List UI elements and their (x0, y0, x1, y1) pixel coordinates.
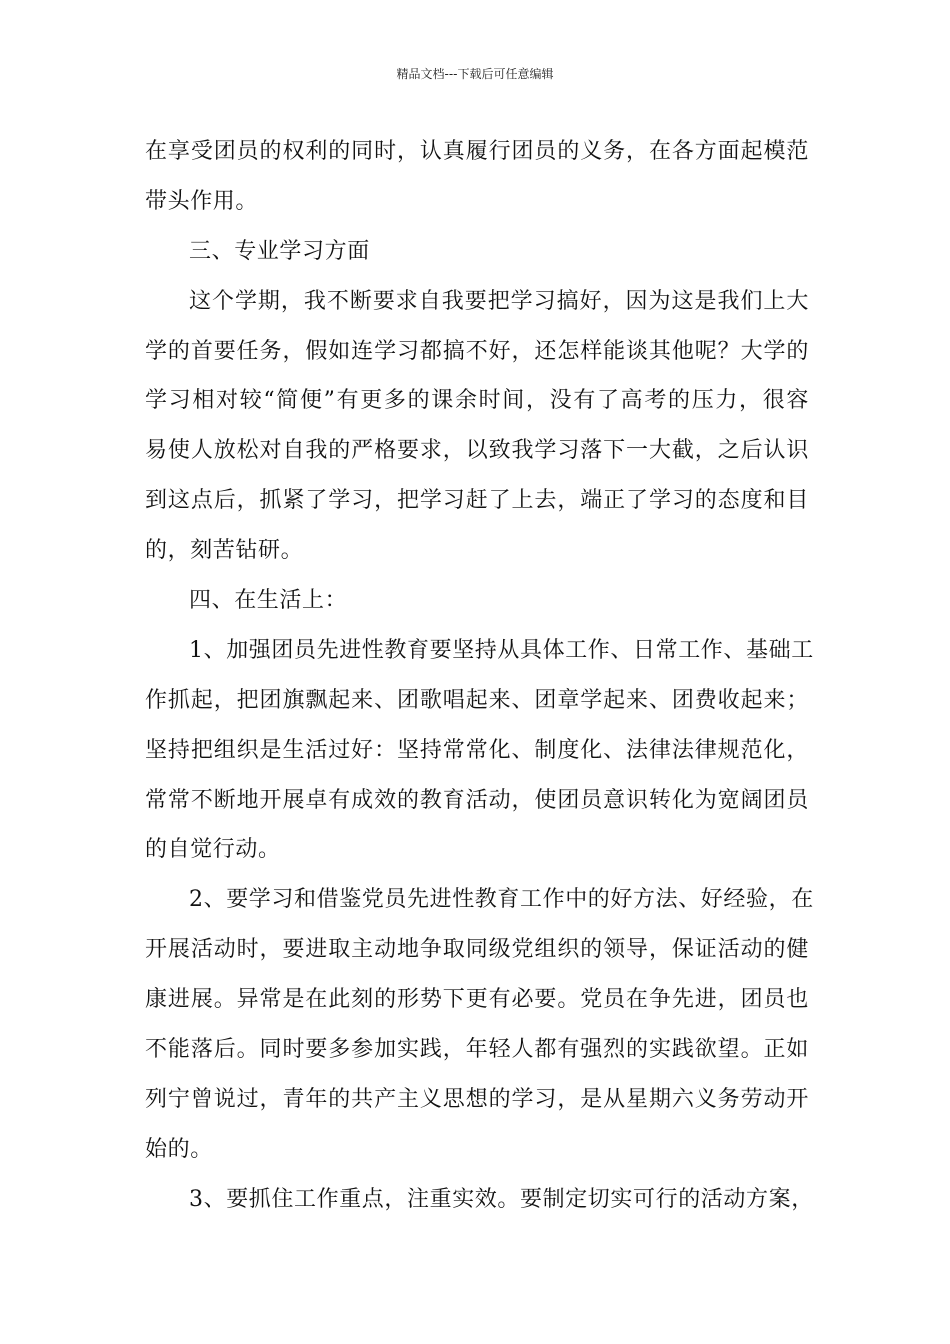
paragraph-line: 常常不断地开展卓有成效的教育活动，使团员意识转化为宽阔团员 (145, 787, 809, 813)
paragraph-line: 带头作用。 (145, 188, 259, 214)
paragraph-line: 学的首要任务，假如连学习都搞不好，还怎样能谈其他呢？大学的 (145, 338, 809, 364)
paragraph-line: 的自觉行动。 (145, 837, 281, 863)
section-heading: 三、专业学习方面 (189, 238, 370, 264)
paragraph-line: 的，刻苦钻研。 (145, 538, 304, 564)
paragraph-line: 不能落后。同时要多参加实践，年轻人都有强烈的实践欲望。正如 (145, 1037, 809, 1063)
paragraph-line: 始的。 (145, 1136, 213, 1162)
paragraph-line: 康进展。异常是在此刻的形势下更有必要。党员在争先进，团员也 (145, 987, 809, 1013)
paragraph-line: 坚持把组织是生活过好：坚持常常化、制度化、法律法律规范化， (145, 737, 809, 763)
section-heading: 四、在生活上： (189, 588, 348, 614)
paragraph-line: 1、加强团员先进性教育要坚持从具体工作、日常工作、基础工 (189, 637, 814, 663)
document-body (145, 127, 814, 1225)
paragraph-line: 3、要抓住工作重点，注重实效。要制定切实可行的活动方案， (189, 1186, 814, 1212)
paragraph-line: 作抓起，把团旗飘起来、团歌唱起来、团章学起来、团费收起来； (145, 687, 809, 713)
paragraph-line: 这个学期，我不断要求自我要把学习搞好，因为这是我们上大 (189, 288, 809, 314)
paragraph-line: 到这点后，抓紧了学习，把学习赶了上去，端正了学习的态度和目 (145, 488, 809, 514)
paragraph-line: 2、要学习和借鉴党员先进性教育工作中的好方法、好经验，在 (189, 887, 814, 913)
paragraph-line: 易使人放松对自我的严格要求，以致我学习落下一大截，之后认识 (145, 438, 809, 464)
paragraph-line: 在享受团员的权利的同时，认真履行团员的义务，在各方面起模范 (145, 139, 809, 164)
paragraph-line: 学习相对较“简便”有更多的课余时间，没有了高考的压力，很容 (145, 388, 809, 414)
page-header: 精品文档---下载后可任意编辑 (396, 67, 554, 81)
paragraph-line: 开展活动时，要进取主动地争取同级党组织的领导，保证活动的健 (145, 937, 809, 963)
paragraph-line: 列宁曾说过，青年的共产主义思想的学习，是从星期六义务劳动开 (145, 1086, 809, 1112)
